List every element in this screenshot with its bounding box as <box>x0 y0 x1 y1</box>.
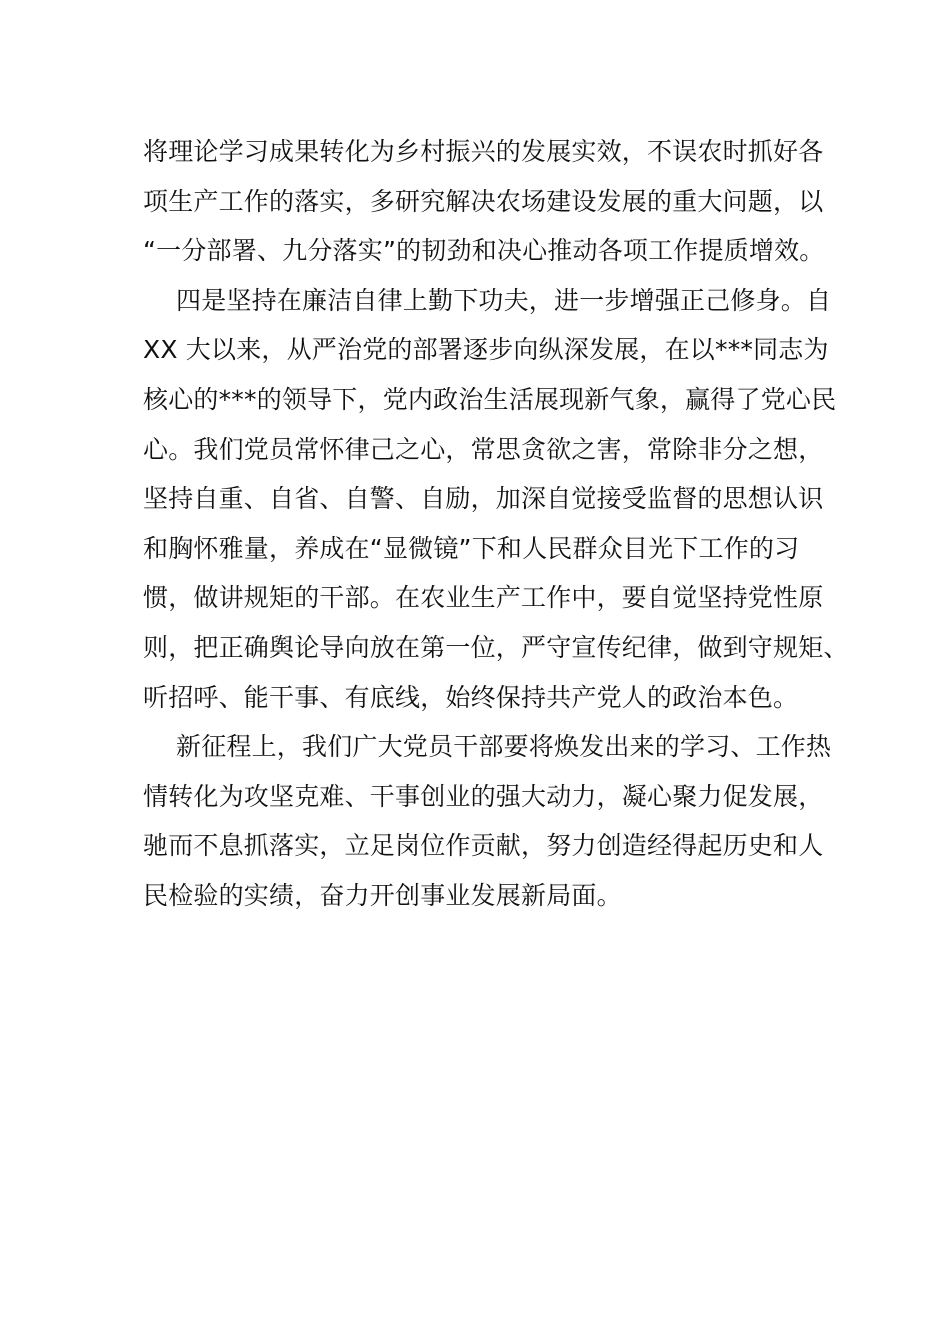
text-line: 项生产工作的落实，多研究解决农场建设发展的重大问题，以 <box>143 186 824 216</box>
text-line: 核心的***的领导下，党内政治生活展现新气象，赢得了党心民 <box>143 384 837 414</box>
text-line: 民检验的实绩，奋力开创事业发展新局面。 <box>143 880 622 910</box>
paragraph-start-line: 新征程上，我们广大党员干部要将焕发出来的学习、工作热 <box>176 732 832 762</box>
text-line: 心。我们党员常怀律己之心，常思贪欲之害，常除非分之想， <box>143 434 824 464</box>
text-line: 将理论学习成果转化为乡村振兴的发展实效，不误农时抓好各 <box>143 137 824 166</box>
text-line: 和胸怀雅量，养成在“显微镜”下和人民群众目光下工作的习 <box>143 533 800 563</box>
text-line: XX 大以来，从严治党的部署逐步向纵深发展，在以***同志为 <box>143 335 829 365</box>
text-line: “一分部署、九分落实”的韧劲和决心推动各项工作提质增效。 <box>143 236 825 266</box>
text-line: 听招呼、能干事、有底线，始终保持共产党人的政治本色。 <box>143 682 799 712</box>
paragraph-start-line: 四是坚持在廉洁自律上勤下功夫，进一步增强正己修身。自 <box>176 285 832 315</box>
text-line: 则，把正确舆论导向放在第一位，严守宣传纪律，做到守规矩、 <box>143 632 849 662</box>
body-text <box>143 127 849 921</box>
text-line: 驰而不息抓落实，立足岗位作贡献，努力创造经得起历史和人 <box>143 831 824 861</box>
text-line: 坚持自重、自省、自警、自励，加深自觉接受监督的思想认识 <box>143 484 824 514</box>
text-line: 惯，做讲规矩的干部。在农业生产工作中，要自觉坚持党性原 <box>143 583 824 613</box>
text-line: 情转化为攻坚克难、干事创业的强大动力，凝心聚力促发展， <box>143 781 824 811</box>
